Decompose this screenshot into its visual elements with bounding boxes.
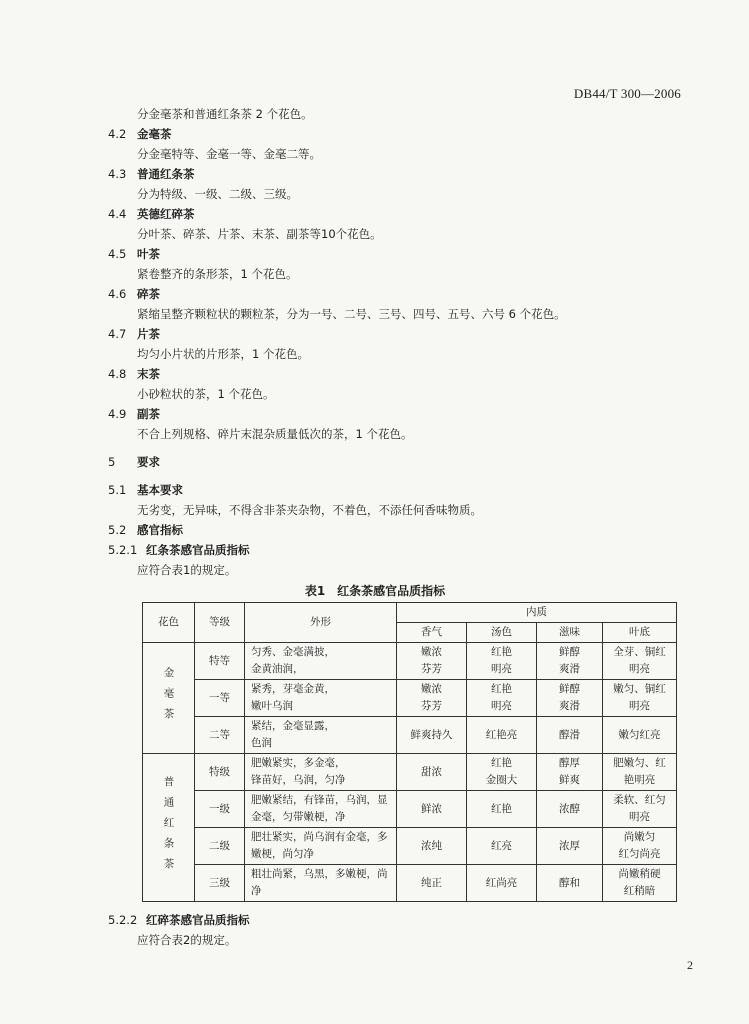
shape-cell-line: 肥壮紧实，尚乌润有金毫，多 xyxy=(251,831,388,843)
clause-number: 5.2.1 xyxy=(108,543,138,557)
leaf-cell-line: 全芽、铜红 xyxy=(613,646,666,658)
liquor-cell-line: 金圈大 xyxy=(485,774,518,786)
liquor-cell-line: 红尚亮 xyxy=(485,876,518,889)
leaf-cell xyxy=(603,791,677,828)
standard-code: DB44/T 300—2006 xyxy=(573,86,681,101)
aroma-cell xyxy=(397,717,467,754)
grade-cell: 一级 xyxy=(195,791,245,828)
leaf-cell xyxy=(603,643,677,680)
shape-cell-line: 锋苗好，乌润，匀净 xyxy=(251,774,346,786)
clause-title: 末茶 xyxy=(137,367,160,381)
table-row xyxy=(143,643,677,680)
taste-cell-line: 鲜爽 xyxy=(559,774,580,786)
table-row xyxy=(143,865,677,902)
taste-cell-line: 醇滑 xyxy=(559,728,580,741)
table-row xyxy=(143,717,677,754)
taste-cell xyxy=(537,680,603,717)
aroma-cell xyxy=(397,643,467,680)
leaf-cell xyxy=(603,754,677,791)
category-cell xyxy=(143,643,195,754)
clause-heading xyxy=(108,480,708,500)
grade-cell: 一等 xyxy=(195,680,245,717)
clause-heading xyxy=(108,124,708,144)
clause-text: 分金毫茶和普通红条茶 2 个花色。 xyxy=(137,107,313,121)
table-row xyxy=(143,754,677,791)
clause-heading xyxy=(108,540,708,560)
aroma-cell-line: 芬芳 xyxy=(421,663,442,675)
shape-cell xyxy=(245,828,397,865)
shape-cell xyxy=(245,717,397,754)
category-name: 金毫茶 xyxy=(162,667,175,729)
table-row xyxy=(143,791,677,828)
aroma-cell-line: 纯正 xyxy=(421,876,442,889)
aroma-cell-line: 浓纯 xyxy=(421,839,442,852)
taste-cell-line: 鲜醇 xyxy=(559,646,580,658)
clause-text: 分为特级、一级、二级、三级。 xyxy=(137,187,298,201)
shape-cell xyxy=(245,791,397,828)
leaf-cell-line: 嫩匀、铜红 xyxy=(613,683,666,695)
liquor-cell xyxy=(467,680,537,717)
clause-heading xyxy=(108,364,708,384)
clause-text: 分叶茶、碎茶、片茶、末茶、副茶等10个花色。 xyxy=(137,227,382,241)
grade-cell: 二等 xyxy=(195,717,245,754)
clause-number: 4.3 xyxy=(108,167,127,181)
leaf-cell-line: 艳明亮 xyxy=(623,774,656,786)
liquor-cell-line: 红艳 xyxy=(491,802,512,815)
shape-cell xyxy=(245,865,397,902)
taste-cell-line: 浓厚 xyxy=(559,839,580,852)
leaf-cell-line: 尚嫩匀 xyxy=(623,831,656,843)
spacer xyxy=(108,472,708,480)
leaf-cell-line: 明亮 xyxy=(629,811,650,823)
taste-cell-line: 醇和 xyxy=(559,876,580,889)
header-inner: 内质 xyxy=(397,603,677,623)
category-name: 普通红条茶 xyxy=(162,776,175,879)
liquor-cell xyxy=(467,791,537,828)
aroma-cell-line: 嫩浓 xyxy=(421,646,442,658)
taste-cell xyxy=(537,828,603,865)
shape-cell xyxy=(245,680,397,717)
shape-cell-line: 肥嫩紧结，有锋苗，乌润，显 xyxy=(251,794,388,806)
aroma-cell xyxy=(397,680,467,717)
shape-cell-line: 嫩叶乌润 xyxy=(251,700,293,712)
aroma-cell-line: 嫩浓 xyxy=(421,683,442,695)
clause-number: 4.9 xyxy=(108,407,127,421)
header-taste: 滋味 xyxy=(537,623,603,643)
shape-cell xyxy=(245,643,397,680)
leaf-cell xyxy=(603,680,677,717)
leaf-cell-line: 肥嫩匀、红 xyxy=(613,757,666,769)
header-grade: 等级 xyxy=(195,603,245,643)
aroma-cell xyxy=(397,828,467,865)
leaf-cell-line: 红匀尚亮 xyxy=(618,848,661,860)
grade-cell: 特等 xyxy=(195,643,245,680)
header-aroma: 香气 xyxy=(397,623,467,643)
clause-heading xyxy=(108,164,708,184)
taste-cell xyxy=(537,791,603,828)
liquor-cell-line: 红艳 xyxy=(491,757,512,769)
aroma-cell-line: 芬芳 xyxy=(421,700,442,712)
aroma-cell-line: 甜浓 xyxy=(421,765,442,778)
clause-title: 感官指标 xyxy=(137,523,183,537)
leaf-cell-line: 尚嫩稍硬 xyxy=(618,868,661,880)
taste-cell xyxy=(537,865,603,902)
leaf-cell xyxy=(603,717,677,754)
shape-cell-line: 嫩梗，尚匀净 xyxy=(251,848,314,860)
leaf-cell-line: 明亮 xyxy=(629,700,650,712)
clause-title: 红条茶感官品质指标 xyxy=(146,543,250,557)
clause-number: 5.2 xyxy=(108,523,127,537)
shape-cell-line: 紧结，金毫显露， xyxy=(251,720,335,732)
shape-cell xyxy=(245,754,397,791)
shape-cell-line: 粗壮尚紧，乌黑，多嫩梗，尚 xyxy=(251,868,388,880)
grade-cell: 二级 xyxy=(195,828,245,865)
table-row xyxy=(143,828,677,865)
shape-cell-line: 肥嫩紧实，多金毫， xyxy=(251,757,346,769)
shape-cell-line: 匀秀、金毫满披， xyxy=(251,646,335,658)
spacer xyxy=(108,444,708,452)
taste-cell xyxy=(537,717,603,754)
clause-text: 紧卷整齐的条形茶，1 个花色。 xyxy=(137,267,298,281)
taste-cell xyxy=(537,643,603,680)
liquor-cell-line: 红艳 xyxy=(491,683,512,695)
leaf-cell xyxy=(603,828,677,865)
shape-cell-line: 紧秀，芽毫金黄， xyxy=(251,683,335,695)
liquor-cell xyxy=(467,828,537,865)
clause-title: 片茶 xyxy=(137,327,160,341)
liquor-cell xyxy=(467,643,537,680)
liquor-cell-line: 红艳 xyxy=(491,646,512,658)
clause-heading xyxy=(108,910,708,930)
clause-title: 金毫茶 xyxy=(137,127,172,141)
header-liquor: 汤色 xyxy=(467,623,537,643)
taste-cell-line: 鲜醇 xyxy=(559,683,580,695)
table-body xyxy=(143,643,677,902)
clause-number: 4.2 xyxy=(108,127,127,141)
taste-cell xyxy=(537,754,603,791)
leaf-cell-line: 嫩匀红亮 xyxy=(618,728,661,741)
aroma-cell xyxy=(397,791,467,828)
header-leaf: 叶底 xyxy=(603,623,677,643)
aroma-cell xyxy=(397,754,467,791)
page-number: 2 xyxy=(687,958,693,972)
clause-heading xyxy=(108,204,708,224)
clause-text: 分金毫特等、金毫一等、金毫二等。 xyxy=(137,147,321,161)
clause-title: 英德红碎茶 xyxy=(137,207,195,221)
leaf-cell-line: 明亮 xyxy=(629,663,650,675)
clause-title: 碎茶 xyxy=(137,287,160,301)
clause-number: 5 xyxy=(108,455,116,469)
table-header-row xyxy=(143,603,677,623)
leaf-cell-line: 红稍暗 xyxy=(623,885,656,897)
clause-title: 普通红条茶 xyxy=(137,167,195,181)
sensory-table xyxy=(142,602,677,902)
liquor-cell-line: 明亮 xyxy=(491,700,512,712)
clause-number: 4.7 xyxy=(108,327,127,341)
shape-cell-line: 金毫，匀带嫩梗，净 xyxy=(251,811,346,823)
clause-heading xyxy=(108,244,708,264)
taste-cell-line: 醇厚 xyxy=(559,757,580,769)
clause-text: 应符合表2的规定。 xyxy=(137,933,237,947)
clause-heading xyxy=(108,520,708,540)
clause-number: 5.1 xyxy=(108,483,127,497)
liquor-cell xyxy=(467,754,537,791)
taste-cell-line: 爽滑 xyxy=(559,700,580,712)
liquor-cell-line: 红艳亮 xyxy=(485,728,518,741)
clause-text: 紧缩呈整齐颗粒状的颗粒茶，分为一号、二号、三号、四号、五号、六号 6 个花色。 xyxy=(137,307,566,321)
clause-text: 均匀小片状的片形茶，1 个花色。 xyxy=(137,347,309,361)
clause-title: 红碎茶感官品质指标 xyxy=(146,913,250,927)
clause-text: 应符合表1的规定。 xyxy=(137,563,237,577)
shape-cell-line: 净 xyxy=(251,885,262,897)
clause-number: 4.4 xyxy=(108,207,127,221)
liquor-cell xyxy=(467,717,537,754)
clause-number: 4.6 xyxy=(108,287,127,301)
table-title: 表1 红条茶感官品质指标 xyxy=(304,584,446,598)
clause-number: 5.2.2 xyxy=(108,913,138,927)
clause-heading xyxy=(108,452,708,472)
clause-title: 要求 xyxy=(137,455,160,469)
clause-title: 叶茶 xyxy=(137,247,160,261)
aroma-cell-line: 鲜爽持久 xyxy=(410,728,453,741)
leaf-cell xyxy=(603,865,677,902)
clause-list xyxy=(108,104,708,580)
clause-heading xyxy=(108,404,708,424)
clause-title: 副茶 xyxy=(137,407,160,421)
table-row xyxy=(143,680,677,717)
grade-cell: 三级 xyxy=(195,865,245,902)
clause-number: 4.5 xyxy=(108,247,127,261)
liquor-cell-line: 红亮 xyxy=(491,839,512,852)
shape-cell-line: 色润 xyxy=(251,737,272,749)
header-color: 花色 xyxy=(143,603,195,643)
taste-cell-line: 浓醇 xyxy=(559,802,580,815)
clause-heading xyxy=(108,284,708,304)
leaf-cell-line: 柔软、红匀 xyxy=(613,794,666,806)
grade-cell: 特级 xyxy=(195,754,245,791)
clause-text: 小砂粒状的茶，1 个花色。 xyxy=(137,387,275,401)
liquor-cell-line: 明亮 xyxy=(491,663,512,675)
clause-list-after xyxy=(108,910,708,950)
clause-title: 基本要求 xyxy=(137,483,183,497)
aroma-cell-line: 鲜浓 xyxy=(421,802,442,815)
clause-text: 无劣变，无异味，不得含非茶夹杂物，不着色，不添任何香味物质。 xyxy=(137,503,482,517)
main-content xyxy=(108,104,708,950)
liquor-cell xyxy=(467,865,537,902)
category-cell xyxy=(143,754,195,902)
clause-number: 4.8 xyxy=(108,367,127,381)
clause-heading xyxy=(108,324,708,344)
shape-cell-line: 金黄油润， xyxy=(251,663,304,675)
header-shape: 外形 xyxy=(245,603,397,643)
clause-text: 不合上列规格、碎片末混杂质量低次的茶，1 个花色。 xyxy=(137,427,413,441)
aroma-cell xyxy=(397,865,467,902)
taste-cell-line: 爽滑 xyxy=(559,663,580,675)
